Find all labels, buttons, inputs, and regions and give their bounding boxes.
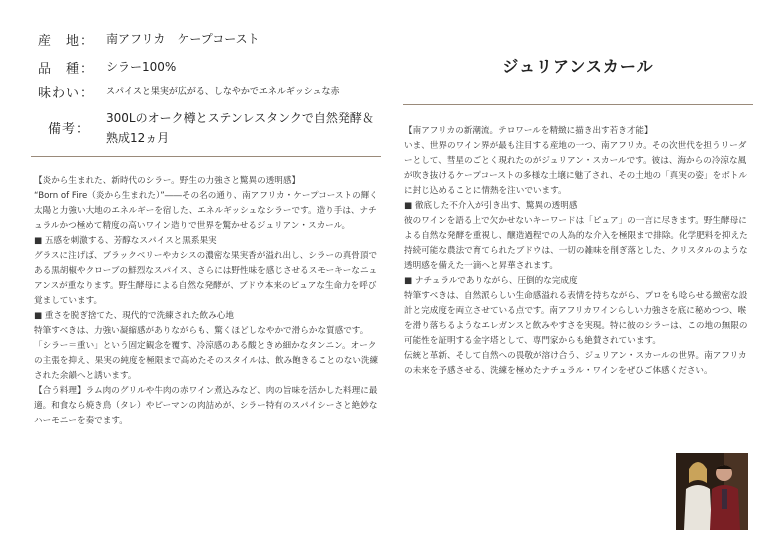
- left-description: [34, 174, 380, 429]
- spec-variety-row: [38, 58, 378, 82]
- taste-label: 味わい：: [38, 86, 95, 101]
- left-subheading: ■ 重さを脱ぎ捨てた、現代的で洗練された飲み心地: [34, 311, 234, 321]
- producer-photo-illustration: [676, 453, 748, 530]
- right-subheading: ■ ナチュラルでありながら、圧倒的な完成度: [404, 276, 578, 286]
- origin-value: 南アフリカ ケープコースト: [106, 32, 260, 46]
- taste-value: スパイスと果実が広がる、しなやかでエネルギッシュな赤: [106, 87, 340, 97]
- right-subheading: ■ 徹底した不介入が引き出す、驚異の透明感: [404, 201, 578, 211]
- notes-label: 備考：: [48, 122, 91, 137]
- origin-label: 産 地：: [38, 34, 95, 49]
- right-divider: [403, 104, 753, 105]
- right-description: [404, 124, 750, 379]
- right-paragraph: いま、世界のワイン界が最も注目する産地の一つ、南アフリカ。その次世代を担うリーダーとして、彗星のごとく現れたのがジュリアン・スカールです。彼は、海からの冷涼な風が吹き抜けるケープコーストの多様な土壌に魅了され、その土地の「真実の姿」をボトルに封じ込めることに情熱を注いでいます。: [404, 141, 747, 196]
- spec-notes-row: [38, 108, 378, 148]
- right-closing: 伝統と革新、そして自然への畏敬が溶け合う、ジュリアン・スカールの世界。南アフリカの未来を予感させる、洗練を極めたナチュラル・ワインをぜひご体感ください。: [404, 351, 747, 376]
- variety-label: 品 種：: [38, 62, 95, 77]
- producer-name: ジュリアンスカール: [502, 57, 654, 76]
- spec-origin-row: [38, 30, 378, 54]
- right-paragraph: 彼のワインを語る上で欠かせないキーワードは「ピュア」の一言に尽きます。野生酵母による自然な発酵を重視し、醸造過程での人為的な介入を極限まで排除。化学肥料を抑えた持続可能な農法で育てられたブドウは、一切の雑味を削ぎ落とした、クリスタルのような透明感を備えた一滴へと昇華されます。: [404, 216, 748, 271]
- spec-taste-row: [38, 82, 378, 106]
- left-paragraph: グラスに注げば、ブラックベリーやカシスの濃密な果実香が溢れ出し、シラーの真骨頂である黒胡椒やクローブの鮮烈なスパイス、さらには野性味を感じさせるスモーキーなニュアンスが重なります。野生酵母による自然な発酵が、ブドウ本来のピュアな生命力を呼び覚ましています。: [34, 251, 378, 306]
- left-paragraph: “Born of Fire（炎から生まれた）”――その名の通り、南アフリカ・ケープコーストの輝く太陽と力強い大地のエネルギーを宿した、エネルギッシュなシラーです。造り手は、ナチュラルかつ極めて精度の高いワイン造りで世界を驚かせるジュリアン・スカール。: [34, 191, 378, 231]
- left-subheading: ■ 五感を刺激する、芳醇なスパイスと黒系果実: [34, 236, 217, 246]
- left-divider: [31, 156, 381, 157]
- right-paragraph: 特筆すべきは、自然派らしい生命感溢れる表情を持ちながら、プロをも唸らせる緻密な設計と完成度を両立させている点です。南アフリカワインらしい力強さを底に秘めつつ、喉を滑り落ちるようなエレガンスと飲みやすさを実現。特に彼のシラーは、この地の無限の可能性を証明する金字塔として、専門家からも絶賛されています。: [404, 291, 748, 346]
- variety-value: シラー100%: [106, 60, 177, 74]
- left-headline: 【炎から生まれた、新時代のシラー。野生の力強さと驚異の透明感】: [34, 176, 301, 186]
- left-paragraph: 特筆すべきは、力強い凝縮感がありながらも、驚くほどしなやかで滑らかな質感です。「シラー＝重い」という固定観念を覆す、冷涼感のある酸ときめ細かなタンニン。オークの主張を抑え、果実の純度を極限まで高めたそのスタイルは、飲み飽きることのない洗練された余韻へと誘います。: [34, 326, 379, 381]
- spec-table: [38, 30, 378, 148]
- notes-value: 300Lのオーク樽とステンレスタンクで自然発酵＆熟成12ヵ月: [106, 111, 374, 145]
- producer-photo: [676, 453, 748, 530]
- food-pairing: 【合う料理】ラム肉のグリルや牛肉の赤ワイン煮込みなど、肉の旨味を活かした料理に最適。和食なら焼き鳥（タレ）やピーマンの肉詰めが、シラー特有のスパイシーさと絶妙なハーモニーを奏でます。: [34, 386, 378, 426]
- right-headline: 【南アフリカの新潮流。テロワールを精緻に描き出す若き才能】: [404, 126, 653, 136]
